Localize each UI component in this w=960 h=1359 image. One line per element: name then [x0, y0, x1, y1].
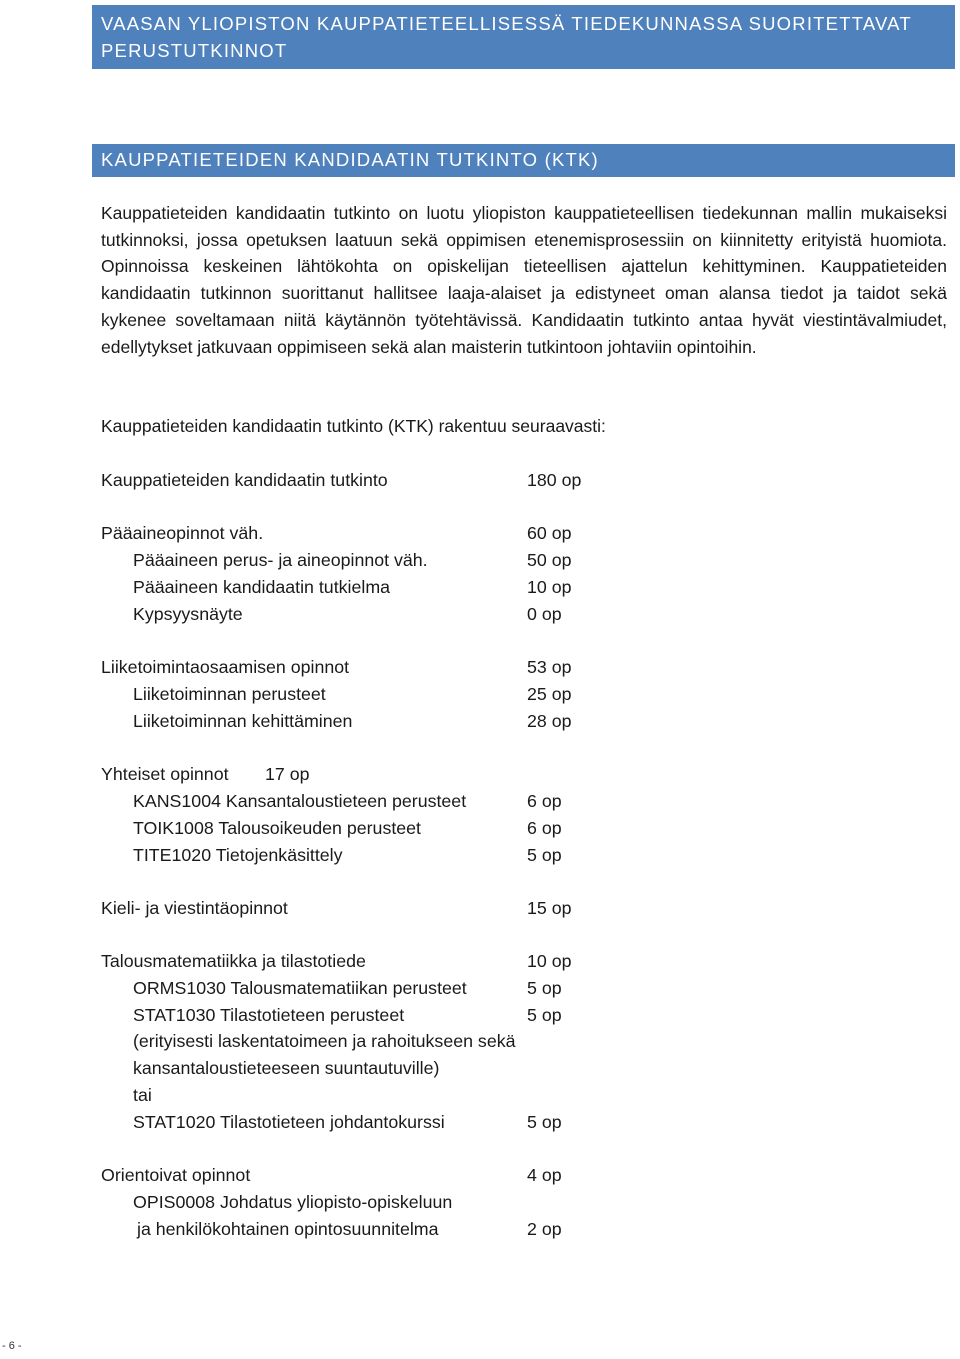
- row-label: Orientoivat opinnot: [101, 1165, 251, 1185]
- row-value: 180 op: [527, 470, 582, 490]
- row-label: Kauppatieteiden kandidaatin tutkinto: [101, 470, 388, 490]
- row-label: ORMS1030 Talousmatematiikan perusteet: [133, 978, 467, 998]
- row-value: 6 op: [527, 791, 562, 811]
- row-label: Pääaineen perus- ja aineopinnot väh.: [133, 550, 428, 570]
- row-label: Pääaineopinnot väh.: [101, 523, 264, 543]
- row-value: 4 op: [527, 1165, 562, 1185]
- row-label: Yhteiset opinnot: [101, 764, 229, 784]
- row-label: KANS1004 Kansantaloustieteen perusteet: [133, 791, 467, 811]
- row-label: (erityisesti laskentatoimeen ja rahoitukseen sekä: [133, 1031, 516, 1051]
- document-title-banner: [92, 5, 955, 69]
- row-value: 5 op: [527, 845, 562, 865]
- row-value: 25 op: [527, 684, 572, 704]
- intro-paragraph: Kauppatieteiden kandidaatin tutkinto on luotu yliopiston kauppatieteellisen tiedekunnan mallin mukaiseksi tutkinnoksi, jossa opetuksen laatuun sekä oppimisen etenemisprosessiin on kiinnitetty erityistä huomiota. Opinnoissa keskeinen lähtökohta on opiskelijan tieteellisen ajattelun kehittyminen. Kauppatieteiden kandidaatin tutkinnon suorittanut hallitsee laaja-alaiset ja edistyneet oman alansa tiedot ja taidot sekä kykenee soveltamaan niitä käytännön työtehtävissä. Kandidaatin tutkinto antaa hyvät viestintävalmiudet, edellytykset jatkuvaan oppimiseen sekä alan maisterin tutkintoon johtaviin opintoihin.: [101, 203, 947, 357]
- row-value: 50 op: [527, 550, 572, 570]
- row-label: TOIK1008 Talousoikeuden perusteet: [133, 818, 421, 838]
- row-label: Pääaineen kandidaatin tutkielma: [133, 577, 391, 597]
- row-value: 60 op: [527, 523, 572, 543]
- row-value: 10 op: [527, 951, 572, 971]
- row-value: 53 op: [527, 657, 572, 677]
- page-number: - 6 -: [2, 1340, 22, 1352]
- row-label: Talousmatematiikka ja tilastotiede: [101, 951, 366, 971]
- document-title: VAASAN YLIOPISTON KAUPPATIETEELLISESSÄ TIEDEKUNNASSA SUORITETTAVAT PERUSTUTKINNOT: [101, 13, 912, 61]
- row-label: Liiketoimintaosaamisen opinnot: [101, 657, 350, 677]
- row-value: 17 op: [265, 764, 310, 784]
- row-label: OPIS0008 Johdatus yliopisto-opiskeluun: [133, 1192, 453, 1212]
- structure-intro: Kauppatieteiden kandidaatin tutkinto (KTK) rakentuu seuraavasti:: [101, 416, 606, 436]
- row-value: 5 op: [527, 1005, 562, 1025]
- row-label: tai: [133, 1085, 152, 1105]
- row-label: Liiketoiminnan perusteet: [133, 684, 326, 704]
- row-value: 5 op: [527, 1112, 562, 1132]
- section-title: KAUPPATIETEIDEN KANDIDAATIN TUTKINTO (KTK): [101, 149, 599, 170]
- row-label: ja henkilökohtainen opintosuunnitelma: [137, 1219, 439, 1239]
- row-value: 5 op: [527, 978, 562, 998]
- row-value: 15 op: [527, 898, 572, 918]
- row-value: 2 op: [527, 1219, 562, 1239]
- row-value: 28 op: [527, 711, 572, 731]
- row-value: 6 op: [527, 818, 562, 838]
- row-value: 0 op: [527, 604, 562, 624]
- row-label: STAT1020 Tilastotieteen johdantokurssi: [133, 1112, 445, 1132]
- row-label: Kypsyysnäyte: [133, 604, 243, 624]
- row-label: STAT1030 Tilastotieteen perusteet: [133, 1005, 405, 1025]
- row-label: TITE1020 Tietojenkäsittely: [133, 845, 343, 865]
- row-label: Liiketoiminnan kehittäminen: [133, 711, 353, 731]
- section-title-banner: [92, 144, 955, 177]
- row-value: 10 op: [527, 577, 572, 597]
- row-label: kansantaloustieteeseen suuntautuville): [133, 1058, 440, 1078]
- row-label: Kieli- ja viestintäopinnot: [101, 898, 288, 918]
